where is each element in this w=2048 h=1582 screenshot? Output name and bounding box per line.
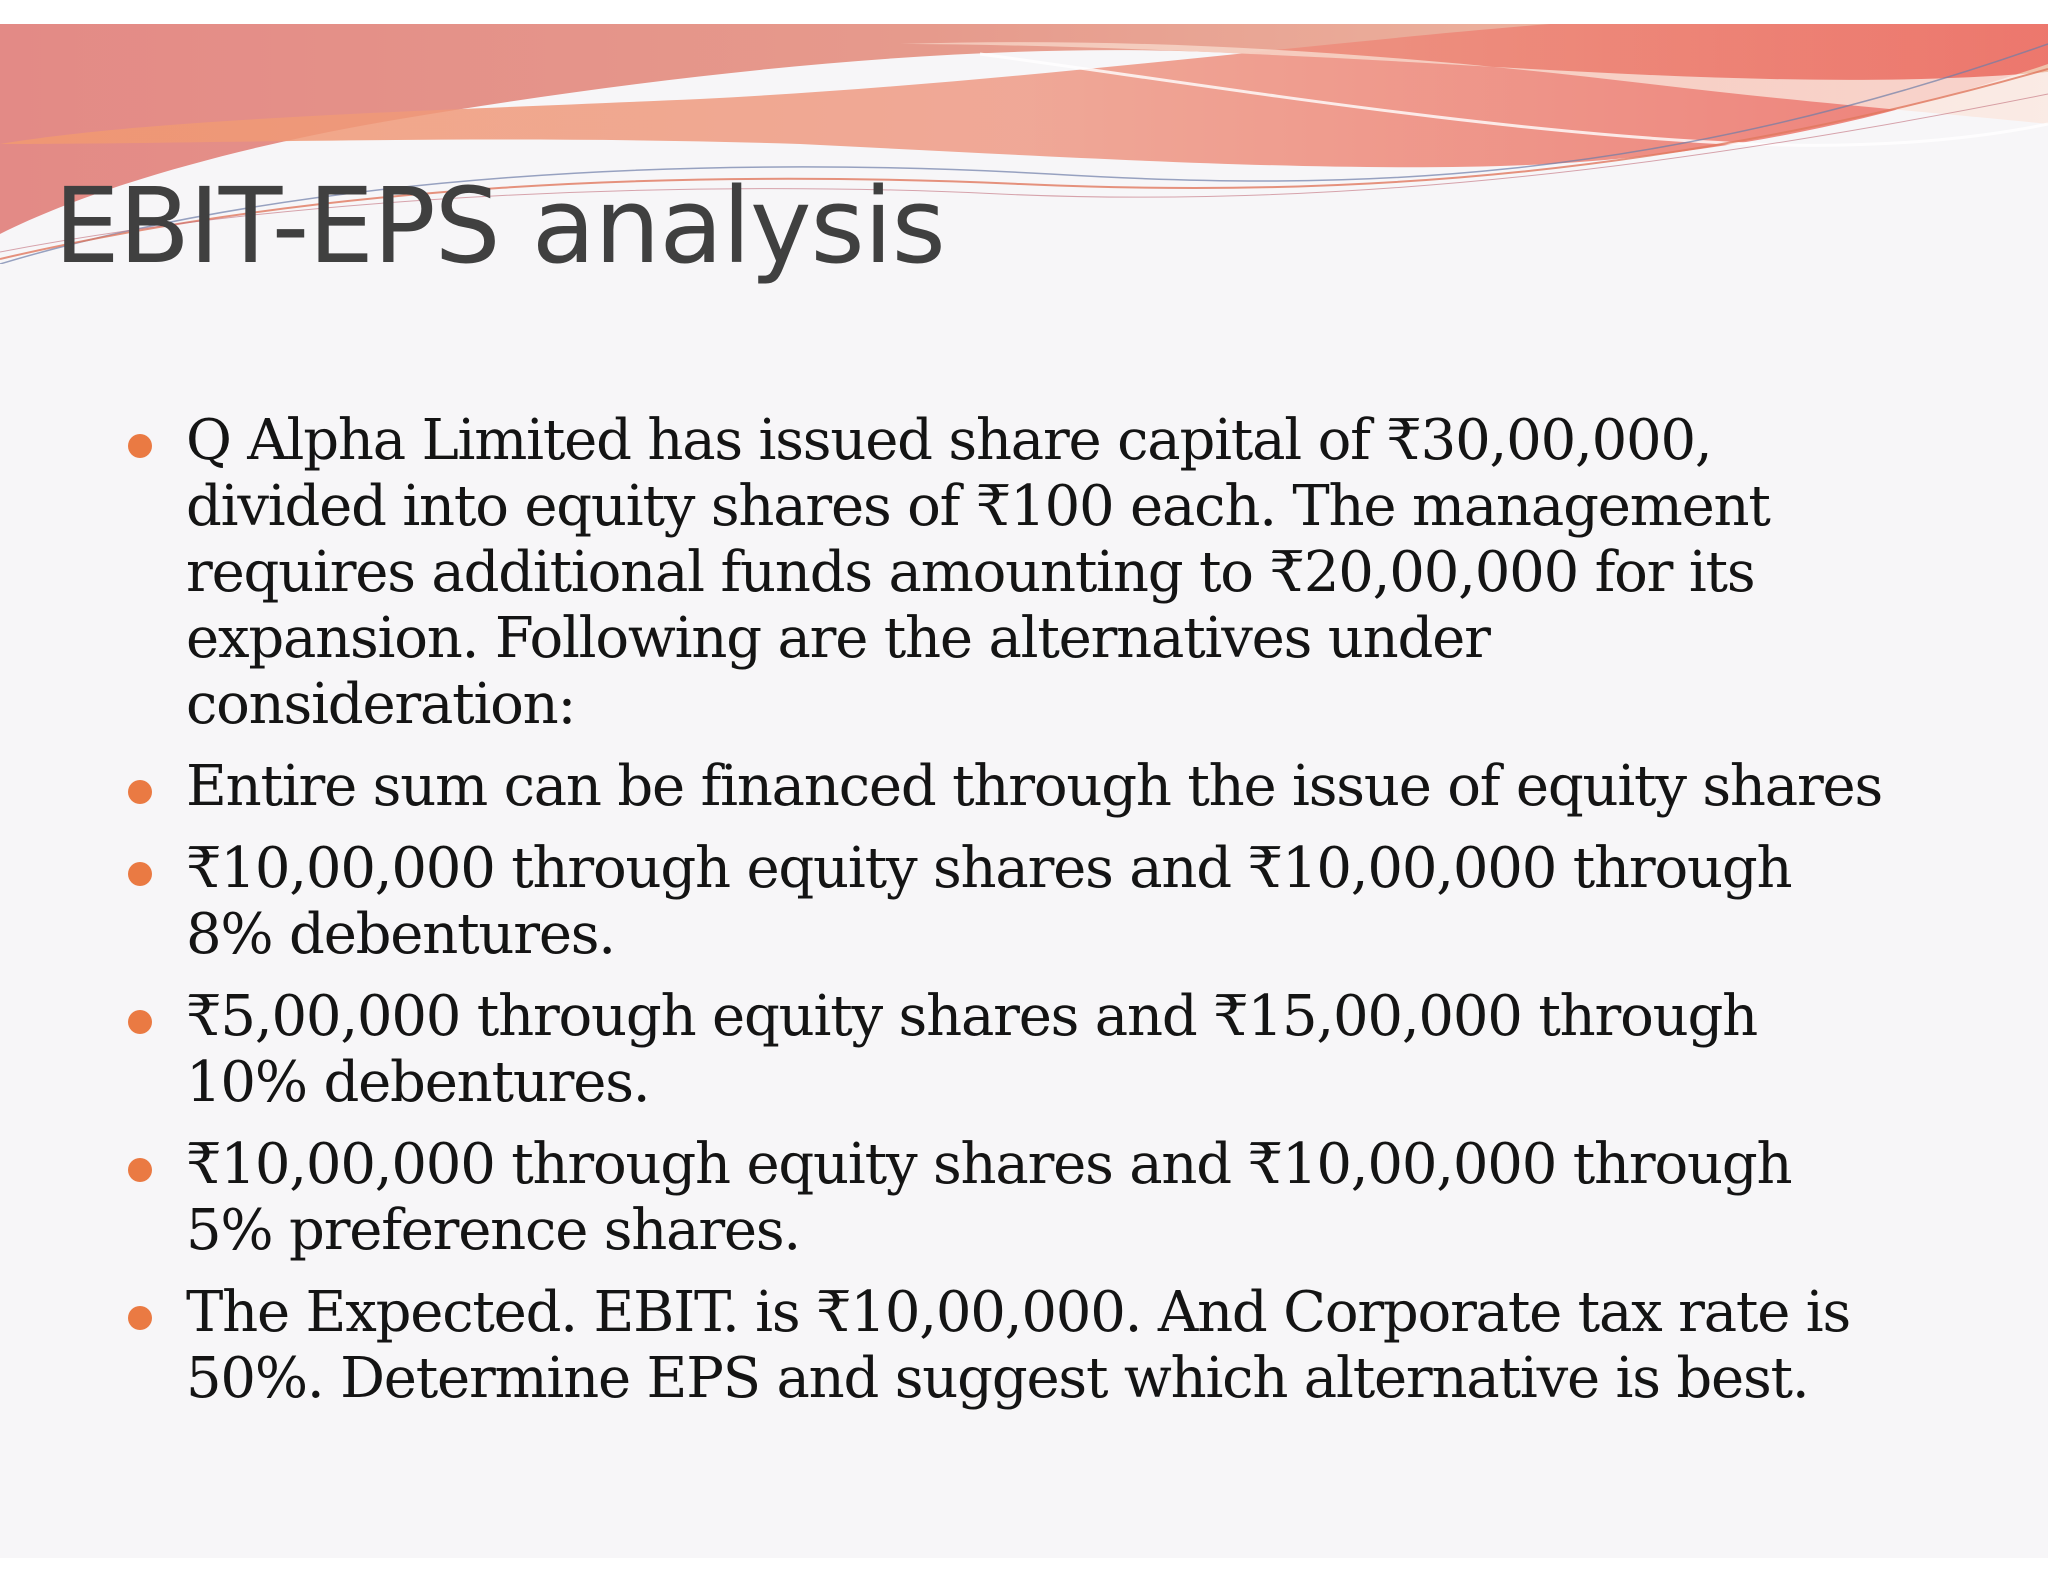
bullet-item xyxy=(0,754,1886,820)
bullet-text: ₹5,00,000 through equity shares and ₹15,00,000 through 10% debentures. xyxy=(186,984,1757,1115)
bullet-dot-icon xyxy=(128,1306,152,1330)
bullet-dot-icon xyxy=(128,780,152,804)
bullet-item xyxy=(0,1132,1886,1264)
bullet-dot-icon xyxy=(128,862,152,886)
bullet-text: Entire sum can be financed through the issue of equity shares xyxy=(186,754,1883,819)
bullet-dot-icon xyxy=(128,434,152,458)
bullet-item xyxy=(0,836,1886,968)
bullet-item xyxy=(0,408,1886,738)
bullet-text: ₹10,00,000 through equity shares and ₹10,00,000 through 5% preference shares. xyxy=(186,1132,1792,1263)
slide xyxy=(0,24,2048,1558)
bullet-text: Q Alpha Limited has issued share capital of ₹30,00,000, divided into equity shares of ₹100 each. The management requires additional funds amounting to ₹20,00,000 for its expansion. Following are the alternatives under consideration: xyxy=(186,408,1770,737)
bullet-dot-icon xyxy=(128,1010,152,1034)
bullet-list xyxy=(0,408,2048,1428)
slide-title: EBIT-EPS analysis xyxy=(54,165,945,287)
bullet-dot-icon xyxy=(128,1158,152,1182)
bullet-item xyxy=(0,984,1886,1116)
bullet-item xyxy=(0,1280,1886,1412)
bullet-text: The Expected. EBIT. is ₹10,00,000. And Corporate tax rate is 50%. Determine EPS and suggest which alternative is best. xyxy=(186,1280,1851,1411)
bullet-text: ₹10,00,000 through equity shares and ₹10,00,000 through 8% debentures. xyxy=(186,836,1792,967)
